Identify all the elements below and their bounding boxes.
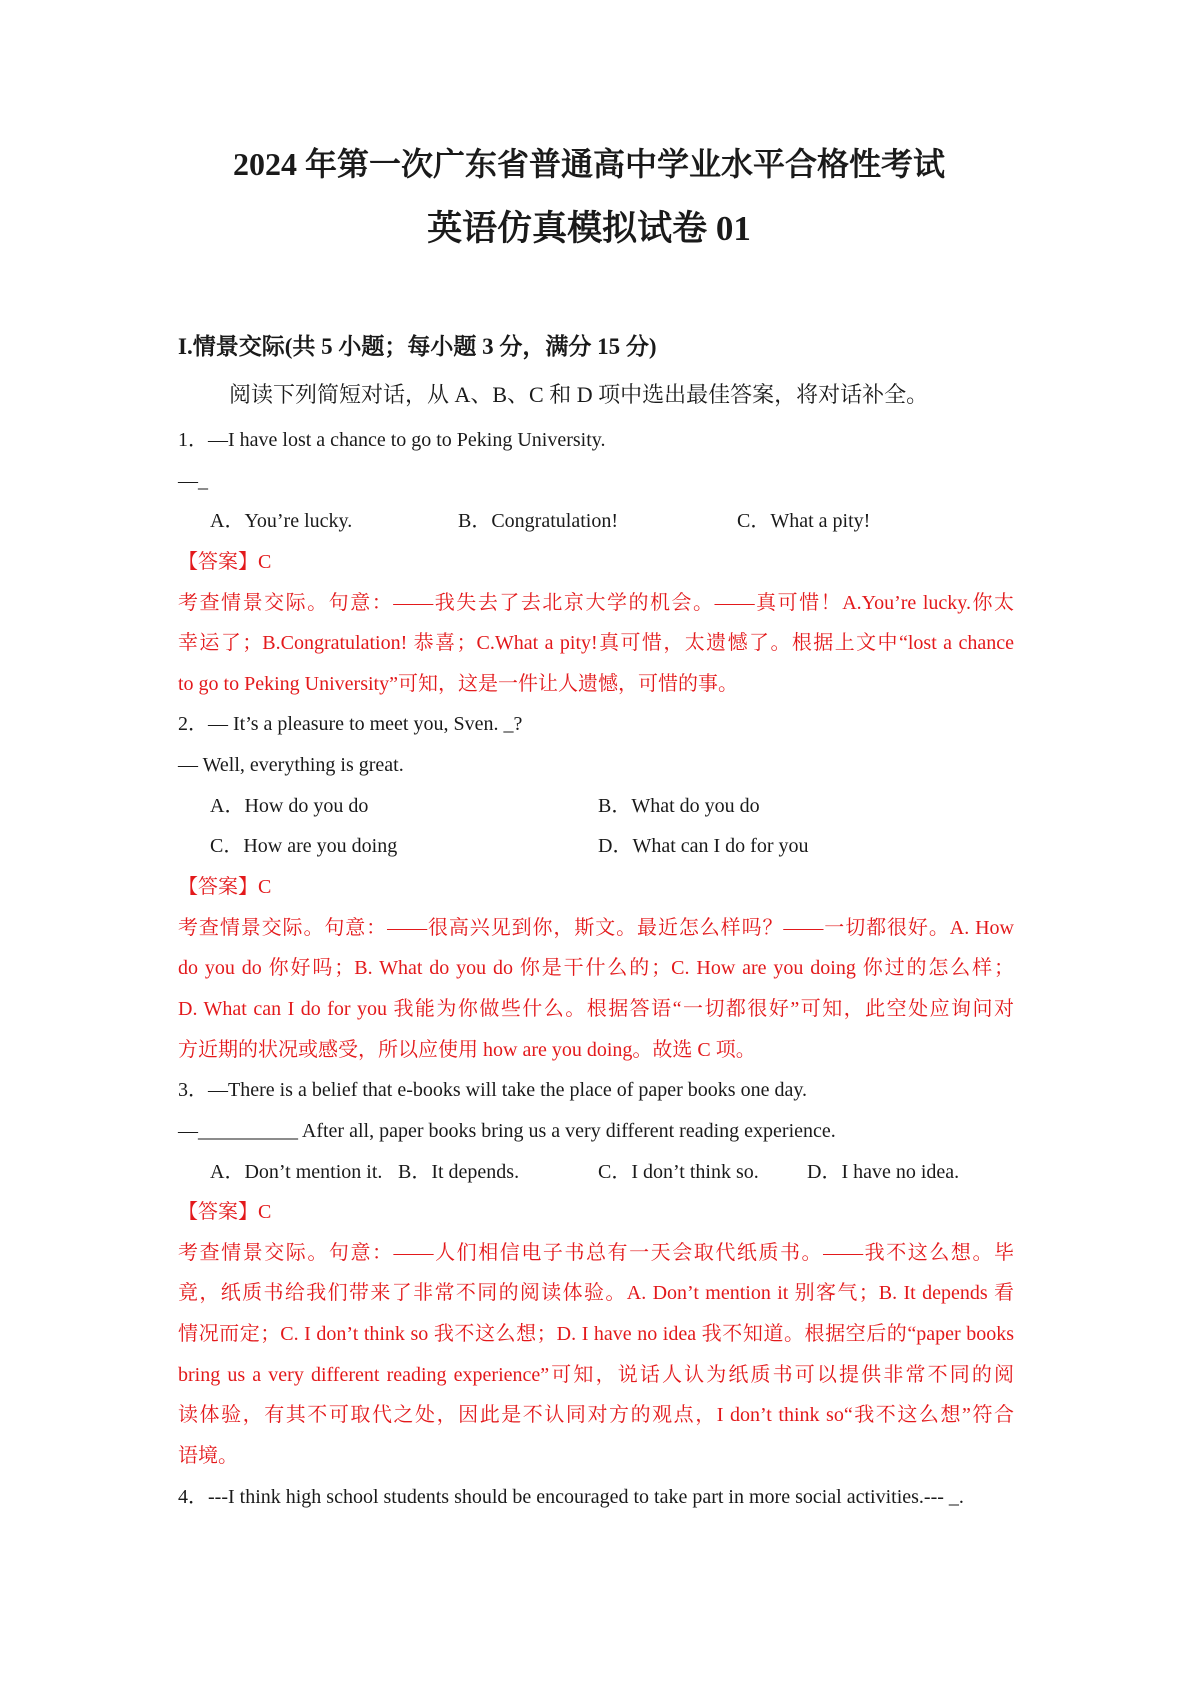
- option-d: D．What can I do for you: [598, 835, 809, 858]
- option-b: B．It depends.: [398, 1160, 520, 1183]
- question-reply: —__________ After all, paper books bring us a very different reading experience.: [178, 1119, 836, 1142]
- option-row: [178, 1152, 1014, 1193]
- explanation-line: to go to Peking University”可知，这是一件让人遗憾，可惜的事。: [178, 672, 738, 695]
- answer-label: 【答案】C: [178, 1201, 272, 1224]
- exam-subtitle: 英语仿真模拟试卷 01: [427, 209, 751, 248]
- explanation-line: 考查情景交际。句意：——很高兴见到你，斯文。最近怎么样吗？——一切都很好。A. How: [178, 916, 1014, 939]
- option-b: B．What do you do: [598, 794, 760, 817]
- option-a: A．How do you do: [210, 794, 369, 817]
- explanation-line: bring us a very different reading experience”可知，说话人认为纸质书可以提供非常不同的阅: [178, 1363, 1014, 1386]
- option-c: C．How are you doing: [210, 835, 398, 858]
- question-1: [178, 420, 1014, 704]
- explanation-line: D. What can I do for you 我能为你做些什么。根据答语“一切都很好”可知，此空处应询问对: [178, 997, 1014, 1020]
- explanation-line: do you do 你好吗；B. What do you do 你是干什么的；C. How are you doing 你过的怎么样；: [178, 957, 1014, 980]
- explanation-line: 幸运了；B.Congratulation! 恭喜；C.What a pity!真可惜，太遗憾了。根据上文中“lost a chance: [178, 632, 1014, 655]
- option-c: C．What a pity!: [737, 510, 871, 533]
- question-reply: —_: [178, 469, 208, 492]
- option-row: [178, 786, 1014, 827]
- question-stem: 2．— It’s a pleasure to meet you, Sven. _?: [178, 713, 523, 736]
- question-3: [178, 1070, 1014, 1476]
- question-stem: 1．—I have lost a chance to go to Peking University.: [178, 429, 606, 451]
- explanation-line: 考查情景交际。句意：——我失去了去北京大学的机会。——真可惜！A.You’re lucky.你太: [178, 591, 1014, 614]
- option-row: [178, 501, 1014, 542]
- question-stem: 4．---I think high school students should be encouraged to take part in more social activities.--- _.: [178, 1485, 964, 1508]
- section-instructions: 阅读下列简短对话，从 A、B、C 和 D 项中选出最佳答案，将对话补全。: [229, 382, 929, 407]
- question-2: [178, 704, 1014, 1070]
- question-4: [178, 1477, 1014, 1518]
- option-a: A．You’re lucky.: [210, 510, 353, 533]
- option-c: C．I don’t think so.: [598, 1160, 759, 1183]
- option-a: A．Don’t mention it.: [210, 1160, 383, 1183]
- answer-label: 【答案】C: [178, 550, 272, 573]
- explanation-line: 方近期的状况或感受，所以应使用 how are you doing。故选 C 项。: [178, 1038, 756, 1061]
- option-d: D．I have no idea.: [807, 1160, 960, 1183]
- section-heading: I.情景交际(共 5 小题；每小题 3 分，满分 15 分): [178, 334, 657, 359]
- question-stem: 3．—There is a belief that e-books will take the place of paper books one day.: [178, 1079, 808, 1102]
- option-b: B．Congratulation!: [458, 510, 618, 533]
- explanation-line: 语境。: [178, 1445, 238, 1468]
- explanation-line: 读体验，有其不可取代之处，因此是不认同对方的观点，I don’t think so“我不这么想”符合: [178, 1404, 1014, 1427]
- explanation-line: 情况而定；C. I don’t think so 我不这么想；D. I have no idea 我不知道。根据空后的“paper books: [178, 1323, 1014, 1346]
- explanation: [178, 1233, 1014, 1477]
- explanation: [178, 908, 1014, 1071]
- question-reply: — Well, everything is great.: [178, 754, 404, 777]
- question-list: [178, 420, 1014, 1517]
- explanation-line: 考查情景交际。句意：——人们相信电子书总有一天会取代纸质书。——我不这么想。毕: [178, 1241, 1014, 1264]
- explanation-line: 竟，纸质书给我们带来了非常不同的阅读体验。A. Don’t mention it 别客气；B. It depends 看: [178, 1282, 1014, 1305]
- explanation: [178, 583, 1014, 705]
- answer-label: 【答案】C: [178, 876, 272, 899]
- option-row: [178, 826, 1014, 867]
- exam-title: 2024 年第一次广东省普通高中学业水平合格性考试: [232, 146, 945, 182]
